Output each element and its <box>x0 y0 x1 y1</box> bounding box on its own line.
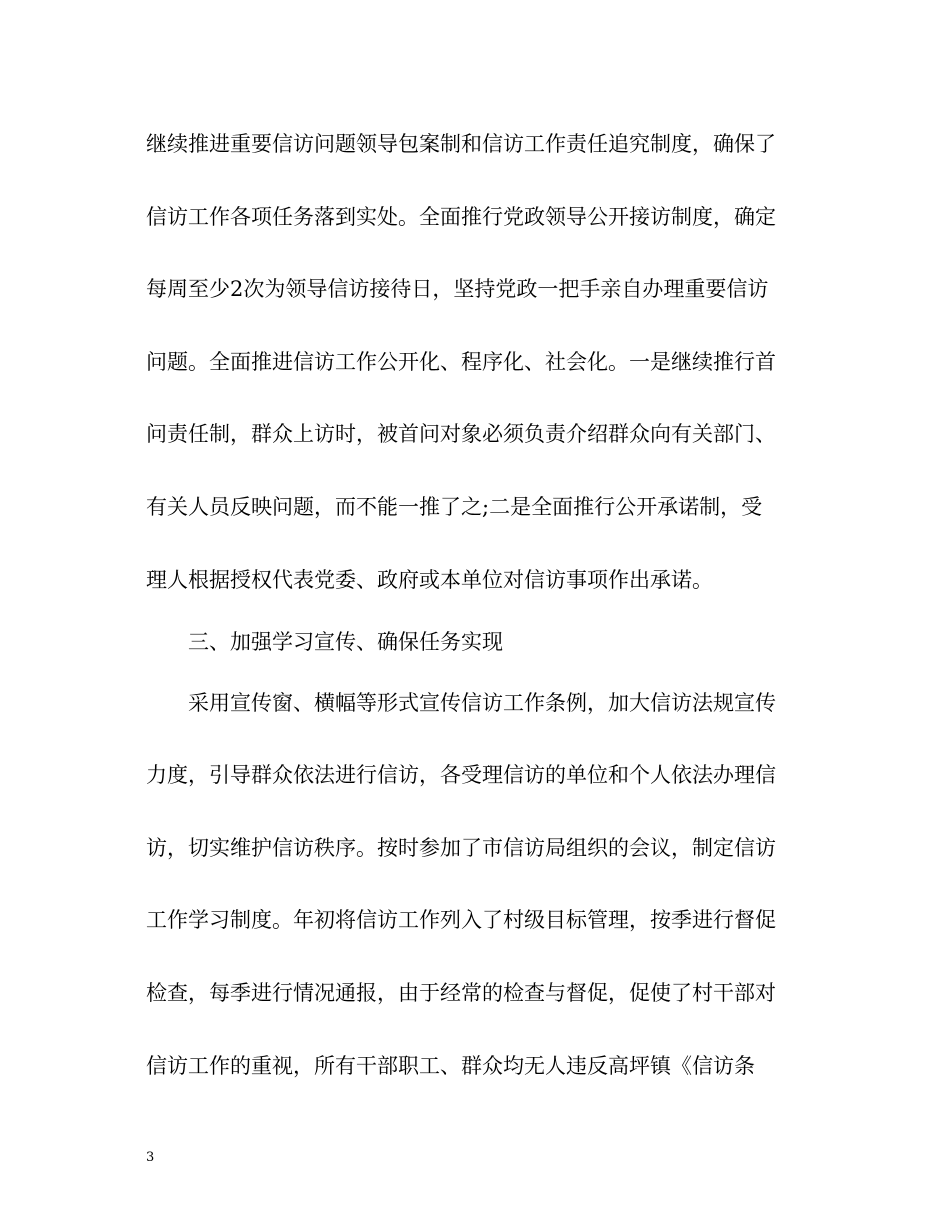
body-line: 采用宣传窗、横幅等形式宣传信访工作条例，加大信访法规宣传 <box>188 691 776 715</box>
body-line: 每周至少2次为领导信访接待日，坚持党政一把手亲自办理重要信访 <box>146 277 769 301</box>
body-line: 检查，每季进行情况通报，由于经常的检查与督促，促使了村干部对 <box>146 981 776 1005</box>
body-line: 有关人员反映问题，而不能一推了之;二是全面推行公开承诺制，受 <box>146 495 763 519</box>
body-line: 问题。全面推进信访工作公开化、程序化、社会化。一是继续推行首 <box>146 350 776 374</box>
section-heading: 三、加强学习宣传、确保任务实现 <box>188 630 503 654</box>
body-line: 问责任制，群众上访时，被首问对象必须负责介绍群众向有关部门、 <box>146 422 776 446</box>
body-line: 访，切实维护信访秩序。按时参加了市信访局组织的会议，制定信访 <box>146 836 776 860</box>
body-line: 信访工作各项任务落到实处。全面推行党政领导公开接访制度，确定 <box>146 205 776 229</box>
body-line: 力度，引导群众依法进行信访，各受理信访的单位和个人依法办理信 <box>146 763 776 787</box>
body-line: 理人根据授权代表党委、政府或本单位对信访事项作出承诺。 <box>146 568 713 592</box>
body-line: 工作学习制度。年初将信访工作列入了村级目标管理，按季进行督促 <box>146 908 776 932</box>
body-line: 信访工作的重视，所有干部职工、群众均无人违反高坪镇《信访条 <box>146 1054 755 1078</box>
body-line: 继续推进重要信访问题领导包案制和信访工作责任追究制度，确保了 <box>146 132 776 156</box>
page-number: 3 <box>146 1150 155 1165</box>
